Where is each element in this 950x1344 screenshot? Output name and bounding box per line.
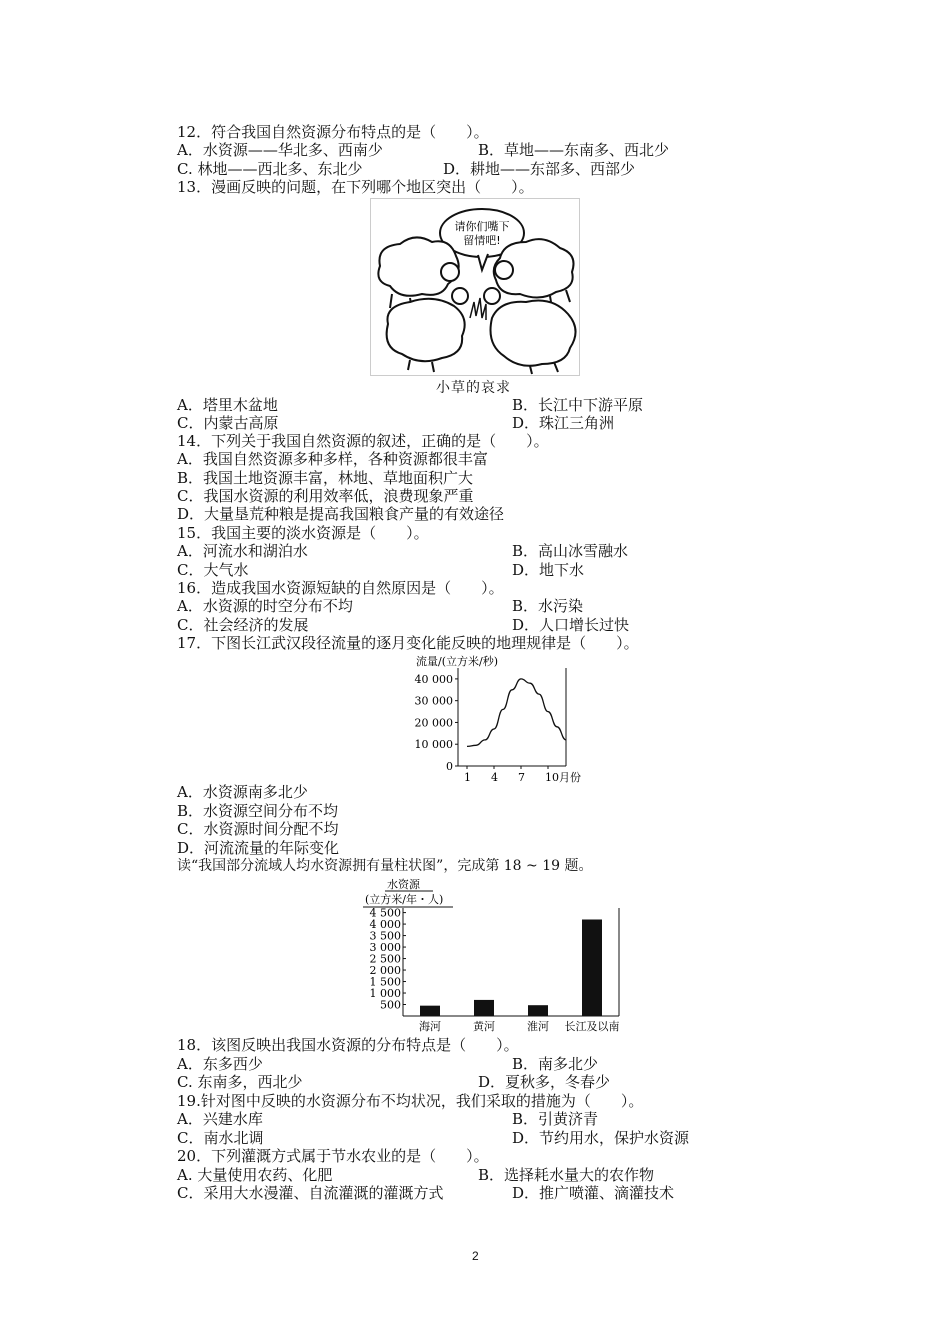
q12-option-d: D．耕地——东部多、西部少 bbox=[443, 160, 636, 178]
q12-option-b: B．草地——东南多、西北少 bbox=[478, 141, 670, 159]
q15-option-a: A．河流水和湖泊水 bbox=[177, 542, 308, 560]
q17-option-b: B．水资源空间分布不均 bbox=[177, 802, 339, 820]
q13-option-a: A．塔里木盆地 bbox=[177, 396, 278, 414]
line-chart-ylabel: 流量/(立方米/秒) bbox=[416, 655, 498, 668]
q13-option-b: B．长江中下游平原 bbox=[512, 396, 644, 414]
cartoon-caption: 小草的哀求 bbox=[436, 380, 511, 396]
bar-4 bbox=[582, 919, 602, 1016]
line-chart-y-tick-label: 0 bbox=[446, 760, 453, 773]
bar-chart-yunit: (立方米/年・人) bbox=[365, 893, 444, 906]
sheep-cartoon bbox=[370, 198, 580, 376]
bar-chart-category-label: 长江及以南 bbox=[564, 1020, 620, 1033]
q14-option-a: A．我国自然资源多种多样，各种资源都很丰富 bbox=[177, 450, 488, 468]
water-resource-bar-chart bbox=[363, 876, 623, 1036]
bar-chart-y-tick-label: 2 500 bbox=[369, 952, 401, 966]
line-chart-x-tick-label: 10月份 bbox=[545, 771, 581, 784]
q15-option-b: B．高山冰雪融水 bbox=[512, 542, 629, 560]
q16-option-d: D．人口增长过快 bbox=[512, 616, 630, 634]
q13-option-d: D．珠江三角洲 bbox=[512, 414, 615, 432]
q18-option-d: D．夏秋多，冬春少 bbox=[478, 1073, 611, 1091]
q17-option-d: D．河流流量的年际变化 bbox=[177, 839, 340, 857]
bar-chart-category-label: 海河 bbox=[419, 1020, 441, 1033]
q15-option-c: C．大气水 bbox=[177, 561, 249, 579]
q18-option-b: B．南多北少 bbox=[512, 1055, 599, 1073]
bar-chart-y-tick-label: 500 bbox=[380, 998, 401, 1012]
q18-stem: 18．该图反映出我国水资源的分布特点是（ ）。 bbox=[177, 1036, 519, 1054]
q14-option-d: D．大量垦荒种粮是提高我国粮食产量的有效途径 bbox=[177, 505, 505, 523]
line-chart-x-tick-label: 7 bbox=[518, 771, 525, 784]
q18-option-a: A．东多西少 bbox=[177, 1055, 263, 1073]
bar-chart-y-tick-label: 3 000 bbox=[369, 941, 401, 955]
q14-stem: 14．下列关于我国自然资源的叙述，正确的是（ ）。 bbox=[177, 432, 549, 450]
bar-chart-y-tick-label: 1 000 bbox=[369, 987, 401, 1001]
line-chart-y-tick-label: 20 000 bbox=[414, 716, 453, 730]
speech-line-1: 请你们嘴下 bbox=[454, 220, 510, 233]
q14-option-b: B．我国土地资源丰富，林地、草地面积广大 bbox=[177, 469, 474, 487]
speech-line-2: 留情吧! bbox=[463, 234, 501, 247]
q13-stem: 13．漫画反映的问题，在下列哪个地区突出（ ）。 bbox=[177, 178, 534, 196]
q16-option-b: B．水污染 bbox=[512, 597, 584, 615]
water-bar-chart bbox=[363, 876, 623, 1036]
q15-stem: 15．我国主要的淡水资源是（ ）。 bbox=[177, 524, 429, 542]
q15-option-d: D．地下水 bbox=[512, 561, 585, 579]
runoff-line-chart bbox=[414, 654, 581, 784]
bar-chart-y-tick-label: 2 000 bbox=[369, 964, 401, 978]
q16-option-a: A．水资源的时空分布不均 bbox=[177, 597, 353, 615]
line-chart-x-tick-label: 4 bbox=[491, 771, 498, 784]
line-series-runoff bbox=[467, 679, 566, 747]
bar-chart-y-tick-label: 4 500 bbox=[369, 906, 401, 920]
bar-1 bbox=[420, 1006, 440, 1016]
q17-option-c: C．水资源时间分配不均 bbox=[177, 820, 339, 838]
q20-option-c: C．采用大水漫灌、自流灌溉的灌溉方式 bbox=[177, 1184, 444, 1202]
bar-chart-category-label: 淮河 bbox=[527, 1020, 549, 1033]
intro-18-19: 读“我国部分流域人均水资源拥有量柱状图”，完成第 18 ~ 19 题。 bbox=[177, 858, 593, 874]
line-chart-y-tick-label: 30 000 bbox=[414, 694, 453, 708]
q17-option-a: A．水资源南多北少 bbox=[177, 783, 308, 801]
bar-chart-y-tick-label: 1 500 bbox=[369, 975, 401, 989]
q20-stem: 20．下列灌溉方式属于节水农业的是（ ）。 bbox=[177, 1147, 489, 1165]
q13-option-c: C．内蒙古高原 bbox=[177, 414, 279, 432]
q19-option-a: A．兴建水库 bbox=[177, 1110, 263, 1128]
line-chart-y-tick-label: 40 000 bbox=[414, 672, 453, 686]
q12-stem: 12．符合我国自然资源分布特点的是（ ）。 bbox=[177, 123, 489, 141]
q12-option-c: C. 林地——西北多、东北少 bbox=[177, 160, 363, 178]
q17-stem: 17．下图长江武汉段径流量的逐月变化能反映的地理规律是（ ）。 bbox=[177, 634, 639, 652]
q19-stem: 19.针对图中反映的水资源分布不均状况，我们采取的措施为（ ）。 bbox=[177, 1092, 644, 1110]
q16-stem: 16．造成我国水资源短缺的自然原因是（ ）。 bbox=[177, 579, 504, 597]
bar-chart-ylabel: 水资源 bbox=[387, 878, 420, 891]
q19-option-c: C．南水北调 bbox=[177, 1129, 264, 1147]
page-number: 2 bbox=[472, 1249, 479, 1263]
q20-option-d: D．推广喷灌、滴灌技术 bbox=[512, 1184, 675, 1202]
q16-option-c: C．社会经济的发展 bbox=[177, 616, 309, 634]
q19-option-d: D．节约用水，保护水资源 bbox=[512, 1129, 690, 1147]
bar-chart-y-tick-label: 4 000 bbox=[369, 918, 401, 932]
q14-option-c: C．我国水资源的利用效率低，浪费现象严重 bbox=[177, 487, 474, 505]
q18-option-c: C. 东南多，西北少 bbox=[177, 1073, 303, 1091]
bar-2 bbox=[474, 1000, 494, 1016]
bar-chart-category-label: 黄河 bbox=[473, 1020, 495, 1033]
bar-chart-y-tick-label: 3 500 bbox=[369, 929, 401, 943]
bar-3 bbox=[528, 1005, 548, 1016]
cartoon-figure bbox=[370, 198, 580, 376]
line-chart-x-tick-label: 1 bbox=[464, 771, 471, 784]
line-chart-y-tick-label: 10 000 bbox=[414, 738, 453, 752]
q12-option-a: A．水资源——华北多、西南少 bbox=[177, 141, 383, 159]
runoff-chart bbox=[414, 654, 581, 784]
q20-option-a: A. 大量使用农药、化肥 bbox=[177, 1166, 333, 1184]
q19-option-b: B．引黄济青 bbox=[512, 1110, 599, 1128]
q20-option-b: B．选择耗水量大的农作物 bbox=[478, 1166, 655, 1184]
